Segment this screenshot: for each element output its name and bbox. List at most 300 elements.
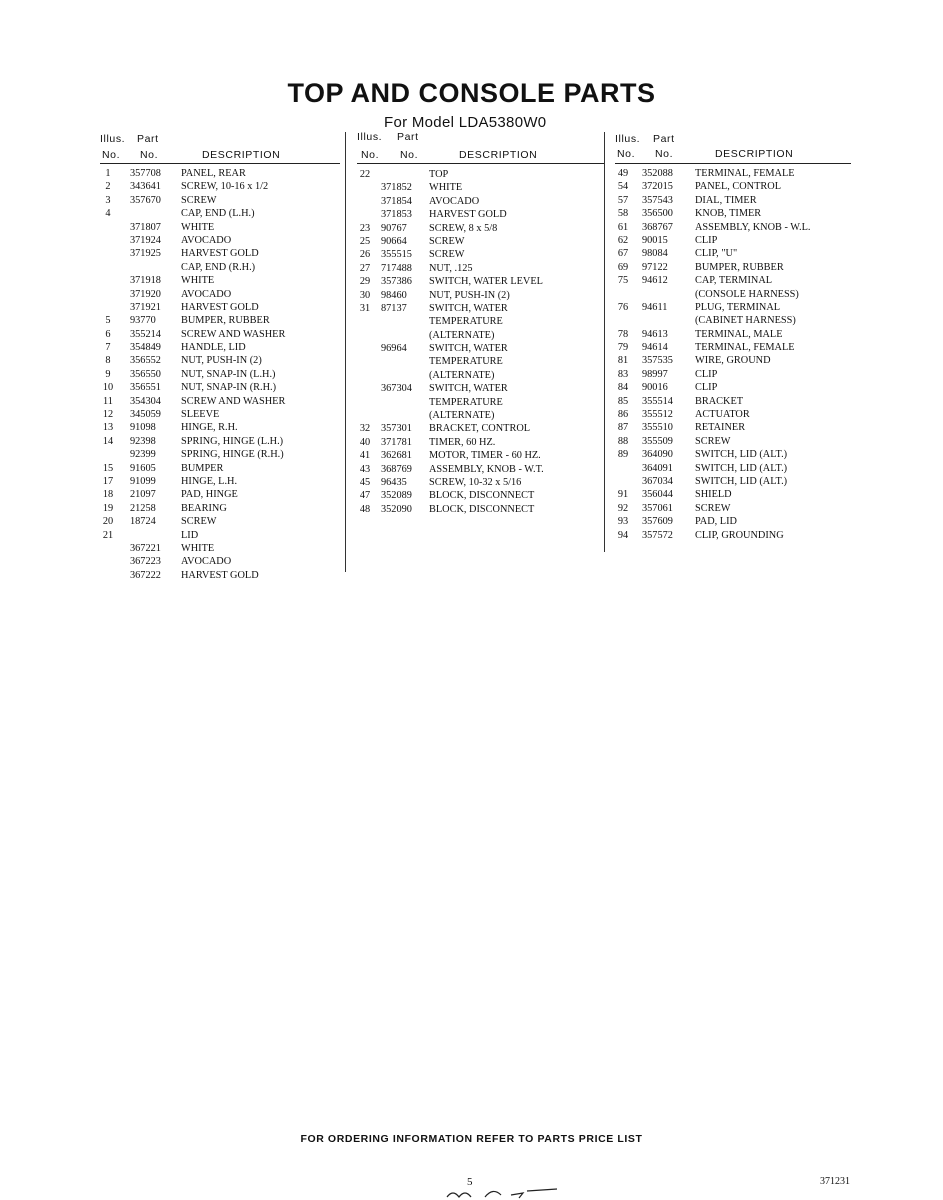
part-number: 371918 [130,275,161,287]
part-number: 94613 [642,328,668,340]
part-description: SWITCH, WATER [429,302,508,314]
illus-number: 1 [105,168,111,179]
part-number: 90015 [642,234,668,246]
parts-row [615,301,851,314]
parts-row [100,314,340,327]
parts-row [100,341,340,354]
parts-row [100,180,340,193]
parts-row [100,529,340,542]
parts-row [357,369,605,382]
parts-row [100,207,340,220]
part-number: 354849 [130,342,161,354]
parts-row [357,409,605,422]
part-number: 352090 [381,503,412,515]
part-no-label: No. [140,149,159,161]
part-number: 371853 [381,209,412,221]
column-header [357,130,605,164]
illus-number: 26 [359,249,371,261]
illus-number: 6 [105,328,111,340]
part-description: PANEL, REAR [181,168,246,179]
part-description: CAP, END (L.H.) [181,208,255,220]
part-description: SPRING, HINGE (R.H.) [181,449,284,461]
parts-row [357,396,605,409]
parts-rows [100,164,340,582]
illus-number: 92 [617,502,629,514]
parts-row [615,448,851,461]
parts-row [615,207,851,220]
part-number: 371920 [130,288,161,300]
part-description: HANDLE, LID [181,342,246,354]
part-description: SWITCH, LID (ALT.) [695,475,788,487]
part-number: 364090 [642,449,673,461]
part-number: 367304 [381,383,412,395]
parts-row [100,408,340,421]
part-description: HARVEST GOLD [181,569,259,581]
parts-row [357,168,605,181]
parts-rows [357,164,605,516]
part-description: BUMPER, RUBBER [695,261,784,273]
parts-row [615,274,851,287]
illus-number: 41 [359,450,371,462]
part-number: 367222 [130,569,161,581]
parts-row [100,301,340,314]
part-description: KNOB, TIMER [695,208,762,220]
part-number: 371924 [130,234,161,246]
part-description: SCREW [695,435,731,447]
parts-row [357,489,605,502]
part-description: SWITCH, WATER [429,383,508,395]
part-number: 364091 [642,462,673,474]
illus-number: 32 [359,423,371,435]
illus-number: 8 [105,355,111,367]
part-number: 92399 [130,449,156,461]
part-description: WHITE [181,542,215,554]
part-description: SCREW [181,194,217,206]
illus-label: Illus. [100,133,126,145]
illus-number: 93 [617,516,629,528]
parts-row [357,436,605,449]
part-description: BRACKET [695,395,744,407]
illus-number: 20 [102,516,114,528]
part-number: 368767 [642,221,673,233]
illus-number: 21 [102,529,114,541]
parts-row [357,463,605,476]
part-description: HARVEST GOLD [181,301,259,313]
illus-number: 40 [359,436,371,448]
part-description: SCREW, 10-16 x 1/2 [181,181,269,193]
part-description: WIRE, GROUND [695,355,771,367]
part-number: 371781 [381,436,412,448]
part-description: BLOCK, DISCONNECT [429,503,535,515]
part-description: LID [181,529,199,541]
illus-number: 43 [359,463,371,475]
illus-number: 22 [359,169,371,180]
part-number: 371921 [130,301,161,313]
part-description: SHIELD [695,489,732,501]
part-number: 367223 [130,556,161,568]
part-number: 90767 [381,222,407,234]
part-description: AVOCADO [429,195,480,207]
illus-number: 61 [617,221,629,233]
part-number: 91099 [130,475,156,487]
part-number: 356551 [130,382,161,394]
parts-row [357,476,605,489]
parts-row [615,314,851,327]
parts-row [100,475,340,488]
illus-label: Illus. [357,131,383,143]
illus-number: 23 [359,222,371,234]
parts-row [615,180,851,193]
illus-number: 27 [359,262,371,274]
parts-row [615,328,851,341]
parts-row [615,288,851,301]
part-number: 90016 [642,382,668,394]
part-number: 357609 [642,516,673,528]
illus-number: 69 [617,261,629,273]
part-number: 362681 [381,450,412,462]
part-description: WHITE [181,221,215,233]
parts-row [615,368,851,381]
part-description: SWITCH, LID (ALT.) [695,449,788,461]
part-description: (ALTERNATE) [429,369,495,381]
illus-number: 15 [102,462,114,474]
part-description: CLIP [695,368,718,380]
part-number: 357535 [642,355,673,367]
part-description: TOP [429,169,449,180]
part-number: 355509 [642,435,673,447]
parts-row [615,488,851,501]
part-number: 357708 [130,168,161,179]
part-number: 367221 [130,542,161,554]
parts-row [100,247,340,260]
part-description: BLOCK, DISCONNECT [429,490,535,502]
parts-row [357,503,605,516]
part-number: 357670 [130,194,161,206]
parts-row [615,381,851,394]
document-number: 371231 [820,1176,850,1187]
part-number: 356550 [130,368,161,380]
parts-row [100,234,340,247]
part-description: HARVEST GOLD [429,209,507,221]
part-no-label: No. [655,148,674,160]
parts-row [357,235,605,248]
part-number: 371854 [381,195,412,207]
part-description: CLIP, GROUNDING [695,529,784,541]
part-description: CLIP [695,234,718,246]
part-number: 94612 [642,275,668,287]
illus-number: 3 [105,194,111,206]
parts-row [615,261,851,274]
part-description: ACTUATOR [695,409,750,421]
parts-row [615,221,851,234]
parts-row [357,222,605,235]
part-description: TEMPERATURE [429,396,503,408]
illus-number: 31 [359,302,371,314]
parts-row [615,502,851,515]
part-description: DIAL, TIMER [695,194,757,206]
part-number: 91605 [130,462,156,474]
parts-row [615,194,851,207]
illus-number: 86 [617,409,629,421]
parts-row [100,502,340,515]
part-description: SCREW AND WASHER [181,328,286,340]
column-header [615,130,851,164]
parts-row [100,515,340,528]
parts-row [100,368,340,381]
part-label: Part [137,133,159,145]
part-description: BEARING [181,502,227,514]
illus-no-label: No. [617,148,636,160]
part-description: HINGE, L.H. [181,475,238,487]
parts-row [100,462,340,475]
parts-row [100,569,340,582]
illus-number: 54 [617,181,629,193]
parts-row [615,395,851,408]
illus-number: 84 [617,382,629,394]
parts-row [100,395,340,408]
part-description: AVOCADO [181,288,232,300]
part-number: 94614 [642,342,668,354]
part-description: NUT, SNAP-IN (R.H.) [181,382,277,394]
part-number: 355512 [642,409,673,421]
part-description: PLUG, TERMINAL [695,301,781,313]
part-description: HARVEST GOLD [181,248,259,260]
parts-row [615,354,851,367]
illus-number: 94 [617,529,629,541]
column-divider [345,132,346,572]
part-number: 355510 [642,422,673,434]
illus-number: 83 [617,368,629,380]
part-number: 87137 [381,302,407,314]
part-description: SWITCH, WATER LEVEL [429,276,543,288]
part-description: SCREW, 8 x 5/8 [429,222,498,234]
parts-row [100,288,340,301]
part-description: SCREW AND WASHER [181,395,286,407]
part-number: 96435 [381,476,407,488]
part-number: 356500 [642,208,673,220]
illus-no-label: No. [361,149,380,161]
parts-row [100,421,340,434]
part-number: 97122 [642,261,668,273]
column-header [100,130,340,164]
parts-row [615,462,851,475]
illus-number: 14 [102,435,114,447]
part-number: 354304 [130,395,161,407]
illus-number: 57 [617,194,629,206]
parts-row [357,262,605,275]
parts-row [100,381,340,394]
part-description: SCREW, 10-32 x 5/16 [429,476,522,488]
illus-number: 78 [617,328,629,340]
part-number: 352088 [642,168,673,179]
part-number: 357301 [381,423,412,435]
illus-number: 87 [617,422,629,434]
parts-row [615,515,851,528]
part-description: PAD, LID [695,516,737,528]
part-description: SWITCH, LID (ALT.) [695,462,788,474]
parts-rows [615,164,851,542]
parts-row [615,408,851,421]
parts-row [100,555,340,568]
parts-row [100,274,340,287]
parts-row [357,181,605,194]
illus-number: 49 [617,168,629,179]
part-number: 717488 [381,262,412,274]
part-number: 357543 [642,194,673,206]
part-description: RETAINER [695,422,746,434]
part-number: 357061 [642,502,673,514]
illus-number: 11 [103,395,113,407]
illus-number: 91 [617,489,629,501]
illus-number: 62 [617,234,629,246]
illus-number: 9 [105,368,111,380]
part-number: 21097 [130,489,156,501]
illus-number: 13 [102,422,114,434]
part-description: NUT, .125 [429,262,473,274]
part-description: SLEEVE [181,409,220,421]
part-number: 367034 [642,475,673,487]
illus-number: 4 [105,208,111,220]
parts-column-3 [615,130,851,542]
part-number: 91098 [130,422,156,434]
parts-row [615,529,851,542]
illus-number: 67 [617,248,629,260]
part-description: ASSEMBLY, KNOB - W.T. [429,463,544,475]
parts-row [100,435,340,448]
part-number: 371807 [130,221,161,233]
illus-number: 45 [359,476,371,488]
part-label: Part [653,133,675,145]
part-number: 18724 [130,516,156,528]
illus-number: 48 [359,503,371,515]
handwritten-scribble [445,1185,565,1200]
illus-number: 12 [102,409,114,421]
part-number: 21258 [130,502,156,514]
part-number: 355214 [130,328,161,340]
illus-number: 81 [617,355,629,367]
parts-row [615,234,851,247]
part-label: Part [397,131,419,143]
parts-row [357,329,605,342]
parts-row [615,341,851,354]
part-description: BRACKET, CONTROL [429,423,531,435]
part-description: (ALTERNATE) [429,410,495,422]
part-number: 357386 [381,276,412,288]
part-description: PANEL, CONTROL [695,181,782,193]
part-description: (ALTERNATE) [429,329,495,341]
parts-row [357,382,605,395]
part-description: TIMER, 60 HZ. [429,436,496,448]
part-number: 90664 [381,235,407,247]
parts-row [357,248,605,261]
illus-number: 17 [102,475,114,487]
illus-number: 19 [102,502,114,514]
part-description: TERMINAL, FEMALE [695,342,795,354]
illus-number: 5 [105,315,111,327]
part-description: TEMPERATURE [429,316,503,328]
part-description: (CONSOLE HARNESS) [695,288,799,300]
parts-row [615,421,851,434]
illus-number: 76 [617,301,629,313]
part-description: CAP, TERMINAL [695,275,773,287]
part-description: TERMINAL, MALE [695,328,783,340]
description-label: DESCRIPTION [202,149,281,161]
part-number: 94611 [642,301,668,313]
illus-label: Illus. [615,133,641,145]
illus-number: 18 [102,489,114,501]
part-description: SPRING, HINGE (L.H.) [181,435,284,447]
part-number: 93770 [130,315,156,327]
parts-row [615,435,851,448]
parts-row [357,449,605,462]
illus-number: 7 [105,342,111,354]
part-description: SCREW [181,516,217,528]
part-description: HINGE, R.H. [181,422,238,434]
page-number: 5 [467,1176,473,1188]
parts-column-2 [357,130,605,516]
illus-number: 89 [617,449,629,461]
part-description: TERMINAL, FEMALE [695,168,795,179]
parts-row [357,342,605,355]
parts-row [357,315,605,328]
parts-row [357,195,605,208]
part-number: 98084 [642,248,668,260]
description-label: DESCRIPTION [715,148,794,160]
part-description: MOTOR, TIMER - 60 HZ. [429,450,541,462]
illus-no-label: No. [102,149,121,161]
parts-column-1 [100,130,340,582]
part-description: SWITCH, WATER [429,343,508,355]
part-description: SCREW [429,249,465,261]
parts-row [100,194,340,207]
model-subtitle: For Model LDA5380W0 [384,114,547,131]
part-number: 355514 [642,395,673,407]
illus-number: 85 [617,395,629,407]
part-number: 356044 [642,489,673,501]
parts-row [100,542,340,555]
ordering-footer: FOR ORDERING INFORMATION REFER TO PARTS PRICE LIST [300,1133,643,1145]
part-description: TEMPERATURE [429,356,503,368]
parts-row [100,328,340,341]
illus-number: 75 [617,275,629,287]
parts-row [357,275,605,288]
part-description: SCREW [429,235,465,247]
parts-row [100,488,340,501]
illus-number: 30 [359,289,371,301]
part-description: WHITE [429,182,463,194]
description-label: DESCRIPTION [459,149,538,161]
parts-row [357,302,605,315]
parts-row [357,422,605,435]
part-number: 357572 [642,529,673,541]
part-number: 98997 [642,368,668,380]
part-description: NUT, PUSH-IN (2) [429,289,510,301]
illus-number: 47 [359,490,371,502]
part-number: 345059 [130,409,161,421]
column-divider [604,132,605,552]
illus-number: 2 [105,181,111,193]
part-description: CLIP [695,382,718,394]
part-description: PAD, HINGE [181,489,238,501]
part-description: NUT, SNAP-IN (L.H.) [181,368,276,380]
parts-row [357,208,605,221]
part-number: 343641 [130,181,161,193]
part-description: AVOCADO [181,556,232,568]
parts-row [100,261,340,274]
parts-row [357,289,605,302]
part-description: ASSEMBLY, KNOB - W.L. [695,221,811,233]
part-number: 355515 [381,249,412,261]
